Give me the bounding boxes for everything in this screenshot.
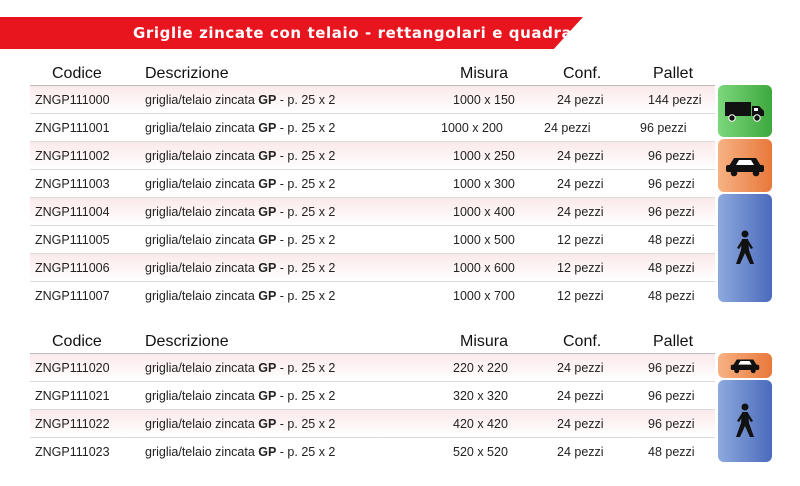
cell-description: griglia/telaio zincata GP - p. 25 x 2 bbox=[145, 149, 336, 163]
car-icon bbox=[725, 155, 765, 177]
pedestrian-badge bbox=[718, 194, 772, 302]
table-row bbox=[30, 410, 715, 438]
table-row bbox=[30, 170, 715, 198]
header-descrizione: Descrizione bbox=[145, 65, 229, 82]
cell-description: griglia/telaio zincata GP - p. 25 x 2 bbox=[145, 389, 336, 403]
cell-misura: 1000 x 150 bbox=[453, 93, 515, 107]
cell-pallet: 96 pezzi bbox=[648, 205, 695, 219]
header-pallet: Pallet bbox=[653, 65, 694, 82]
cell-code: ZNGP111023 bbox=[35, 445, 110, 459]
cell-conf: 24 pezzi bbox=[557, 417, 604, 431]
header-descrizione: Descrizione bbox=[145, 333, 229, 350]
cell-misura: 420 x 420 bbox=[453, 417, 508, 431]
cell-description: griglia/telaio zincata GP - p. 25 x 2 bbox=[145, 417, 336, 431]
table-header bbox=[30, 329, 715, 354]
cell-description: griglia/telaio zincata GP - p. 25 x 2 bbox=[145, 261, 336, 275]
cell-misura: 220 x 220 bbox=[453, 361, 508, 375]
cell-conf: 24 pezzi bbox=[557, 177, 604, 191]
cell-pallet: 48 pezzi bbox=[648, 233, 695, 247]
cell-misura: 520 x 520 bbox=[453, 445, 508, 459]
cell-misura: 1000 x 600 bbox=[453, 261, 515, 275]
cell-code: ZNGP111006 bbox=[35, 261, 110, 275]
table-row bbox=[30, 142, 715, 170]
page-title: Griglie zincate con telaio - rettangolari e quadrate bbox=[133, 24, 591, 42]
table-header bbox=[30, 61, 715, 86]
car-icon bbox=[730, 357, 760, 374]
cell-code: ZNGP111022 bbox=[35, 417, 110, 431]
cell-description: griglia/telaio zincata GP - p. 25 x 2 bbox=[145, 177, 336, 191]
cell-misura: 1000 x 400 bbox=[453, 205, 515, 219]
table-row bbox=[30, 86, 715, 114]
cell-pallet: 144 pezzi bbox=[648, 93, 702, 107]
cell-conf: 12 pezzi bbox=[557, 233, 604, 247]
table-row bbox=[30, 438, 715, 465]
cell-misura: 1000 x 200 bbox=[441, 121, 503, 135]
table-row bbox=[30, 114, 715, 142]
cell-conf: 24 pezzi bbox=[557, 93, 604, 107]
header-conf: Conf. bbox=[563, 333, 602, 350]
cell-misura: 1000 x 300 bbox=[453, 177, 515, 191]
cell-conf: 24 pezzi bbox=[557, 389, 604, 403]
cell-misura: 320 x 320 bbox=[453, 389, 508, 403]
cell-misura: 1000 x 500 bbox=[453, 233, 515, 247]
cell-pallet: 96 pezzi bbox=[640, 121, 687, 135]
pedestrian-badge bbox=[718, 380, 772, 462]
table-row bbox=[30, 198, 715, 226]
table-row bbox=[30, 226, 715, 254]
cell-code: ZNGP111007 bbox=[35, 289, 110, 303]
table-row bbox=[30, 382, 715, 410]
cell-misura: 1000 x 250 bbox=[453, 149, 515, 163]
cell-conf: 12 pezzi bbox=[557, 289, 604, 303]
cell-code: ZNGP111002 bbox=[35, 149, 110, 163]
cell-code: ZNGP111005 bbox=[35, 233, 110, 247]
cell-description: griglia/telaio zincata GP - p. 25 x 2 bbox=[145, 205, 336, 219]
header-codice: Codice bbox=[52, 333, 102, 350]
table-row bbox=[30, 354, 715, 382]
cell-code: ZNGP111000 bbox=[35, 93, 110, 107]
cell-conf: 12 pezzi bbox=[557, 261, 604, 275]
table-row bbox=[30, 254, 715, 282]
cell-description: griglia/telaio zincata GP - p. 25 x 2 bbox=[145, 233, 336, 247]
cell-description: griglia/telaio zincata GP - p. 25 x 2 bbox=[145, 361, 336, 375]
car-badge bbox=[718, 353, 772, 378]
cell-pallet: 96 pezzi bbox=[648, 149, 695, 163]
cell-conf: 24 pezzi bbox=[544, 121, 591, 135]
header-misura: Misura bbox=[460, 65, 509, 82]
header-conf: Conf. bbox=[563, 65, 602, 82]
pedestrian-icon bbox=[734, 403, 756, 439]
cell-pallet: 48 pezzi bbox=[648, 445, 695, 459]
cell-conf: 24 pezzi bbox=[557, 361, 604, 375]
cell-code: ZNGP111003 bbox=[35, 177, 110, 191]
cell-code: ZNGP111021 bbox=[35, 389, 110, 403]
cell-pallet: 48 pezzi bbox=[648, 289, 695, 303]
cell-pallet: 96 pezzi bbox=[648, 361, 695, 375]
table-row bbox=[30, 282, 715, 309]
cell-conf: 24 pezzi bbox=[557, 149, 604, 163]
truck-badge bbox=[718, 85, 772, 137]
cell-pallet: 96 pezzi bbox=[648, 417, 695, 431]
car-badge bbox=[718, 139, 772, 192]
header-misura: Misura bbox=[460, 333, 509, 350]
cell-code: ZNGP111004 bbox=[35, 205, 110, 219]
cell-conf: 24 pezzi bbox=[557, 445, 604, 459]
cell-description: griglia/telaio zincata GP - p. 25 x 2 bbox=[145, 289, 336, 303]
header-pallet: Pallet bbox=[653, 333, 694, 350]
header-codice: Codice bbox=[52, 65, 102, 82]
cell-code: ZNGP111020 bbox=[35, 361, 110, 375]
cell-pallet: 48 pezzi bbox=[648, 261, 695, 275]
truck-icon bbox=[724, 100, 766, 122]
cell-description: griglia/telaio zincata GP - p. 25 x 2 bbox=[145, 445, 336, 459]
cell-conf: 24 pezzi bbox=[557, 205, 604, 219]
cell-pallet: 96 pezzi bbox=[648, 389, 695, 403]
cell-description: griglia/telaio zincata GP - p. 25 x 2 bbox=[145, 93, 336, 107]
cell-pallet: 96 pezzi bbox=[648, 177, 695, 191]
cell-misura: 1000 x 700 bbox=[453, 289, 515, 303]
cell-description: griglia/telaio zincata GP - p. 25 x 2 bbox=[145, 121, 336, 135]
cell-code: ZNGP111001 bbox=[35, 121, 110, 135]
pedestrian-icon bbox=[734, 230, 756, 266]
